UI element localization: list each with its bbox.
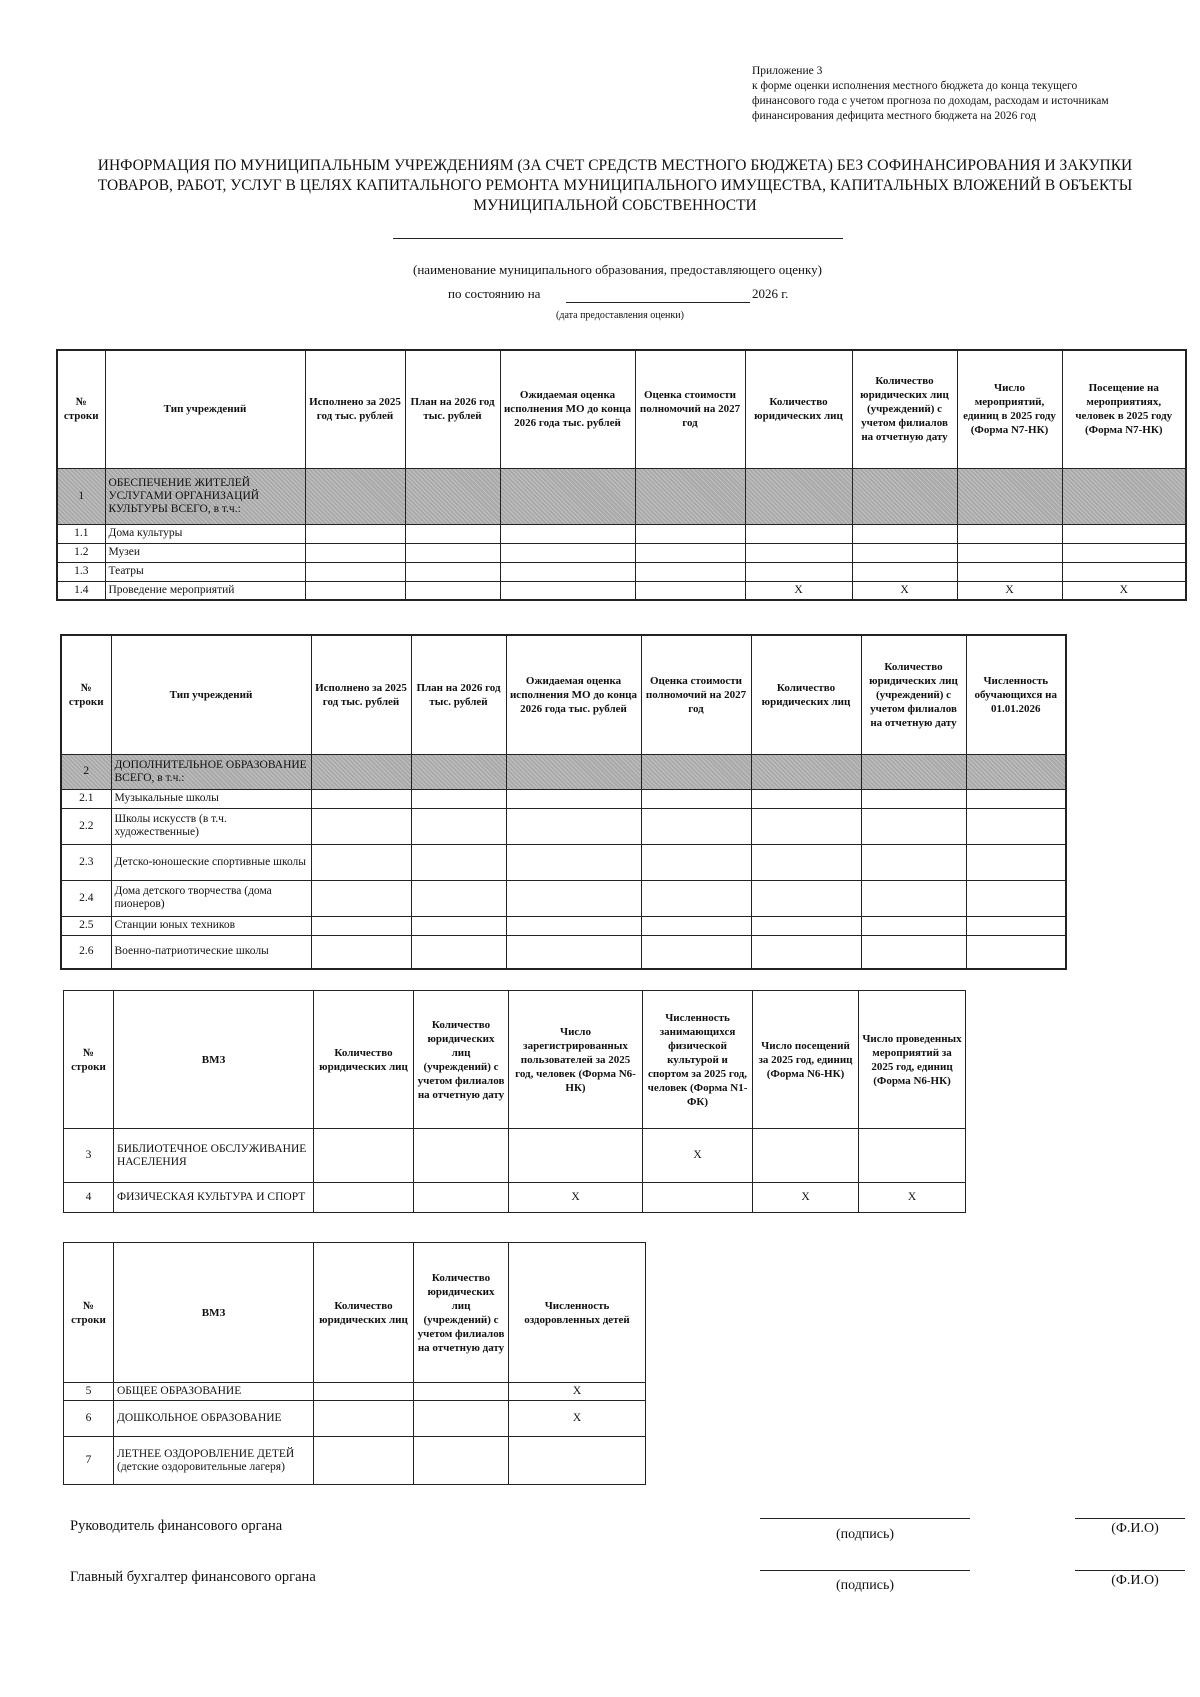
row-name: ФИЗИЧЕСКАЯ КУЛЬТУРА И СПОРТ <box>114 1183 314 1213</box>
data-cell[interactable] <box>641 808 751 844</box>
data-cell[interactable] <box>305 543 405 562</box>
data-cell[interactable] <box>314 1437 414 1485</box>
table-row <box>61 880 1066 916</box>
column-header: ВМЗ <box>114 991 314 1129</box>
table-header-row <box>64 991 966 1129</box>
data-cell[interactable] <box>311 935 411 969</box>
table-row <box>61 789 1066 808</box>
table-row-total <box>61 754 1066 789</box>
data-cell[interactable] <box>641 935 751 969</box>
date-blank[interactable] <box>566 288 750 303</box>
row-number: 2.3 <box>61 844 111 880</box>
data-cell[interactable] <box>745 468 852 524</box>
row-number: 2.1 <box>61 789 111 808</box>
data-cell[interactable] <box>643 1183 753 1213</box>
row-number: 6 <box>64 1401 114 1437</box>
as-of-suffix: 2026 г. <box>752 286 789 301</box>
data-cell[interactable] <box>751 935 861 969</box>
table-row <box>61 935 1066 969</box>
data-cell[interactable] <box>859 1129 966 1183</box>
x-mark: X <box>753 1183 859 1213</box>
data-cell[interactable] <box>966 935 1066 969</box>
x-mark: X <box>745 581 852 600</box>
data-cell[interactable] <box>311 789 411 808</box>
data-cell[interactable] <box>852 562 957 581</box>
data-cell[interactable] <box>314 1183 414 1213</box>
column-header: Численность обучающихся на 01.01.2026 <box>966 635 1066 754</box>
x-mark: X <box>643 1129 753 1183</box>
data-cell[interactable] <box>500 468 635 524</box>
row-number: 7 <box>64 1437 114 1485</box>
title-line: ИНФОРМАЦИЯ ПО МУНИЦИПАЛЬНЫМ УЧРЕЖДЕНИЯМ (ЗА СЧЕТ СРЕДСТВ МЕСТНОГО БЮДЖЕТА) БЕЗ СОФИНАНСИРОВАНИЯ И ЗАКУПКИ <box>97 157 1133 174</box>
data-cell[interactable] <box>852 543 957 562</box>
data-cell[interactable] <box>411 808 506 844</box>
data-cell[interactable] <box>957 524 1062 543</box>
data-cell[interactable] <box>509 1437 646 1485</box>
column-header: № строки <box>57 350 105 468</box>
data-cell[interactable] <box>1062 524 1186 543</box>
data-cell[interactable] <box>500 581 635 600</box>
title-line: ТОВАРОВ, РАБОТ, УСЛУГ В ЦЕЛЯХ КАПИТАЛЬНОГО РЕМОНТА МУНИЦИПАЛЬНОГО ИМУЩЕСТВА, КАПИТАЛЬНЫХ ВЛОЖЕНИЙ В ОБЪЕКТЫ <box>97 177 1133 194</box>
date-caption: (дата предоставления оценки) <box>556 310 684 321</box>
data-cell[interactable] <box>852 524 957 543</box>
data-cell[interactable] <box>311 844 411 880</box>
data-cell[interactable] <box>506 844 641 880</box>
appendix-line: к форме оценки исполнения местного бюджета до конца текущего <box>752 80 1078 92</box>
x-mark: X <box>1062 581 1186 600</box>
row-number: 4 <box>64 1183 114 1213</box>
row-name: Проведение мероприятий <box>105 581 305 600</box>
data-cell[interactable] <box>414 1129 509 1183</box>
municipality-caption: (наименование муниципального образования, предоставляющего оценку) <box>413 262 822 277</box>
data-cell[interactable] <box>411 844 506 880</box>
column-header: Количество юридических лиц (учреждений) с учетом филиалов на отчетную дату <box>861 635 966 754</box>
accountant-signature-caption: (подпись) <box>835 1578 895 1593</box>
additional-education-table <box>60 634 1067 970</box>
data-cell[interactable] <box>1062 562 1186 581</box>
title-line: МУНИЦИПАЛЬНОЙ СОБСТВЕННОСТИ <box>473 197 757 214</box>
data-cell[interactable] <box>957 543 1062 562</box>
data-cell[interactable] <box>635 524 745 543</box>
data-cell[interactable] <box>311 880 411 916</box>
head-signature-caption: (подпись) <box>835 1527 895 1542</box>
row-name: Станции юных техников <box>111 916 311 935</box>
row-number: 1.3 <box>57 562 105 581</box>
data-cell[interactable] <box>414 1383 509 1401</box>
data-cell[interactable] <box>966 789 1066 808</box>
data-cell[interactable] <box>635 581 745 600</box>
row-number: 1 <box>57 468 105 524</box>
data-cell[interactable] <box>641 844 751 880</box>
data-cell[interactable] <box>751 754 861 789</box>
data-cell[interactable] <box>405 524 500 543</box>
data-cell[interactable] <box>411 789 506 808</box>
row-number: 1.4 <box>57 581 105 600</box>
data-cell[interactable] <box>635 543 745 562</box>
column-header: Посещение на мероприятиях, человек в 2025 году (Форма N7-НК) <box>1062 350 1186 468</box>
row-number: 2 <box>61 754 111 789</box>
column-header: № строки <box>61 635 111 754</box>
data-cell[interactable] <box>1062 543 1186 562</box>
accountant-signature-label: Главный бухгалтер финансового органа <box>70 1569 316 1585</box>
appendix-line: Приложение 3 <box>752 65 823 77</box>
data-cell[interactable] <box>500 524 635 543</box>
data-cell[interactable] <box>411 916 506 935</box>
head-signature-line[interactable] <box>760 1518 970 1519</box>
data-cell[interactable] <box>751 808 861 844</box>
data-cell[interactable] <box>305 524 405 543</box>
column-header: Количество юридических лиц (учреждений) с учетом филиалов на отчетную дату <box>852 350 957 468</box>
x-mark: X <box>509 1183 643 1213</box>
column-header: № строки <box>64 991 114 1129</box>
data-cell[interactable] <box>957 468 1062 524</box>
row-number: 1.2 <box>57 543 105 562</box>
row-number: 2.6 <box>61 935 111 969</box>
column-header: Оценка стоимости полномочий на 2027 год <box>635 350 745 468</box>
column-header: Количество юридических лиц (учреждений) с учетом филиалов на отчетную дату <box>414 991 509 1129</box>
column-header: Оценка стоимости полномочий на 2027 год <box>641 635 751 754</box>
row-name: Музыкальные школы <box>111 789 311 808</box>
data-cell[interactable] <box>414 1183 509 1213</box>
data-cell[interactable] <box>506 808 641 844</box>
data-cell[interactable] <box>305 581 405 600</box>
data-cell[interactable] <box>966 754 1066 789</box>
table-row <box>64 1183 966 1213</box>
data-cell[interactable] <box>506 754 641 789</box>
column-header: Количество юридических лиц <box>751 635 861 754</box>
table-row <box>57 524 1186 543</box>
column-header: План на 2026 год тыс. рублей <box>405 350 500 468</box>
row-number: 2.5 <box>61 916 111 935</box>
data-cell[interactable] <box>405 468 500 524</box>
table-row <box>64 1383 646 1401</box>
column-header: Численность оздоровленных детей <box>509 1243 646 1383</box>
column-header: План на 2026 год тыс. рублей <box>411 635 506 754</box>
document-title <box>60 156 1170 216</box>
data-cell[interactable] <box>509 1129 643 1183</box>
row-number: 2.2 <box>61 808 111 844</box>
data-cell[interactable] <box>966 880 1066 916</box>
row-number: 1.1 <box>57 524 105 543</box>
column-header: Тип учреждений <box>105 350 305 468</box>
row-name: ДОШКОЛЬНОЕ ОБРАЗОВАНИЕ <box>114 1401 314 1437</box>
column-header: Число мероприятий, единиц в 2025 году (Форма N7-НК) <box>957 350 1062 468</box>
library-sport-table <box>63 990 966 1213</box>
data-cell[interactable] <box>751 880 861 916</box>
table-row-total <box>57 468 1186 524</box>
row-name: Военно-патриотические школы <box>111 935 311 969</box>
data-cell[interactable] <box>506 935 641 969</box>
table-row <box>57 581 1186 600</box>
culture-institutions-table <box>56 349 1187 601</box>
column-header: Численность занимающихся физической культурой и спортом за 2025 год, человек (Форма N1-ФК) <box>643 991 753 1129</box>
table-header-row <box>61 635 1066 754</box>
accountant-name-line[interactable] <box>1075 1570 1185 1571</box>
column-header: Исполнено за 2025 год тыс. рублей <box>305 350 405 468</box>
row-name: Музеи <box>105 543 305 562</box>
head-name-line[interactable] <box>1075 1518 1185 1519</box>
head-name-caption: (Ф.И.О) <box>1111 1521 1159 1536</box>
column-header: Число зарегистрированных пользователей за 2025 год, человек (Форма N6-НК) <box>509 991 643 1129</box>
data-cell[interactable] <box>411 754 506 789</box>
data-cell[interactable] <box>745 562 852 581</box>
as-of-prefix: по состоянию на <box>448 286 541 301</box>
accountant-name-caption: (Ф.И.О) <box>1111 1573 1159 1588</box>
column-header: Количество юридических лиц (учреждений) с учетом филиалов на отчетную дату <box>414 1243 509 1383</box>
data-cell[interactable] <box>305 562 405 581</box>
table-row <box>61 808 1066 844</box>
table-row <box>57 543 1186 562</box>
column-header: Количество юридических лиц <box>314 991 414 1129</box>
accountant-signature-line[interactable] <box>760 1570 970 1571</box>
x-mark: X <box>852 581 957 600</box>
column-header: № строки <box>64 1243 114 1383</box>
column-header: Ожидаемая оценка исполнения МО до конца 2026 года тыс. рублей <box>500 350 635 468</box>
appendix-note <box>752 64 1192 124</box>
row-number: 3 <box>64 1129 114 1183</box>
health-improvement-table <box>63 1242 646 1485</box>
data-cell[interactable] <box>500 562 635 581</box>
column-header: Ожидаемая оценка исполнения МО до конца 2026 года тыс. рублей <box>506 635 641 754</box>
row-name: Детско-юношеские спортивные школы <box>111 844 311 880</box>
data-cell[interactable] <box>966 808 1066 844</box>
data-cell[interactable] <box>957 562 1062 581</box>
column-header: Число посещений за 2025 год, единиц (Форма N6-НК) <box>753 991 859 1129</box>
data-cell[interactable] <box>405 581 500 600</box>
data-cell[interactable] <box>506 916 641 935</box>
data-cell[interactable] <box>861 808 966 844</box>
table-row <box>64 1129 966 1183</box>
data-cell[interactable] <box>305 468 405 524</box>
row-name: ОБЩЕЕ ОБРАЗОВАНИЕ <box>114 1383 314 1401</box>
row-name: ДОПОЛНИТЕЛЬНОЕ ОБРАЗОВАНИЕ ВСЕГО, в т.ч.: <box>111 754 311 789</box>
data-cell[interactable] <box>861 880 966 916</box>
appendix-line: финансирования дефицита местного бюджета на 2026 год <box>752 110 1037 122</box>
data-cell[interactable] <box>314 1129 414 1183</box>
data-cell[interactable] <box>641 916 751 935</box>
data-cell[interactable] <box>311 808 411 844</box>
table-row <box>64 1401 646 1437</box>
data-cell[interactable] <box>405 543 500 562</box>
data-cell[interactable] <box>751 789 861 808</box>
appendix-line: финансового года с учетом прогноза по доходам, расходам и источникам <box>752 95 1109 107</box>
data-cell[interactable] <box>966 916 1066 935</box>
row-number: 5 <box>64 1383 114 1401</box>
data-cell[interactable] <box>411 935 506 969</box>
column-header: Количество юридических лиц <box>314 1243 414 1383</box>
data-cell[interactable] <box>414 1401 509 1437</box>
head-signature-label: Руководитель финансового органа <box>70 1518 283 1534</box>
data-cell[interactable] <box>635 562 745 581</box>
data-cell[interactable] <box>314 1383 414 1401</box>
data-cell[interactable] <box>745 543 852 562</box>
data-cell[interactable] <box>314 1401 414 1437</box>
data-cell[interactable] <box>1062 468 1186 524</box>
municipality-name-blank[interactable] <box>393 238 843 239</box>
data-cell[interactable] <box>745 524 852 543</box>
data-cell[interactable] <box>506 789 641 808</box>
data-cell[interactable] <box>966 844 1066 880</box>
column-header: Тип учреждений <box>111 635 311 754</box>
data-cell[interactable] <box>635 468 745 524</box>
data-cell[interactable] <box>311 754 411 789</box>
row-name: ЛЕТНЕЕ ОЗДОРОВЛЕНИЕ ДЕТЕЙ (детские оздоровительные лагеря) <box>114 1437 314 1485</box>
data-cell[interactable] <box>861 916 966 935</box>
row-name: ОБЕСПЕЧЕНИЕ ЖИТЕЛЕЙ УСЛУГАМИ ОРГАНИЗАЦИЙ КУЛЬТУРЫ ВСЕГО, в т.ч.: <box>105 468 305 524</box>
data-cell[interactable] <box>311 916 411 935</box>
column-header: Число проведенных мероприятий за 2025 год, единиц (Форма N6-НК) <box>859 991 966 1129</box>
data-cell[interactable] <box>861 789 966 808</box>
table-row <box>64 1437 646 1485</box>
data-cell[interactable] <box>641 754 751 789</box>
data-cell[interactable] <box>861 754 966 789</box>
data-cell[interactable] <box>753 1129 859 1183</box>
table-row <box>61 844 1066 880</box>
data-cell[interactable] <box>411 880 506 916</box>
table-row <box>57 562 1186 581</box>
data-cell[interactable] <box>414 1437 509 1485</box>
data-cell[interactable] <box>751 916 861 935</box>
table-row <box>61 916 1066 935</box>
row-name: Дома культуры <box>105 524 305 543</box>
data-cell[interactable] <box>861 844 966 880</box>
x-mark: X <box>859 1183 966 1213</box>
row-name: Школы искусств (в т.ч. художественные) <box>111 808 311 844</box>
row-name: Театры <box>105 562 305 581</box>
data-cell[interactable] <box>861 935 966 969</box>
table-header-row <box>64 1243 646 1383</box>
data-cell[interactable] <box>641 789 751 808</box>
data-cell[interactable] <box>751 844 861 880</box>
data-cell[interactable] <box>641 880 751 916</box>
column-header: Количество юридических лиц <box>745 350 852 468</box>
column-header: Исполнено за 2025 год тыс. рублей <box>311 635 411 754</box>
data-cell[interactable] <box>852 468 957 524</box>
row-name: Дома детского творчества (дома пионеров) <box>111 880 311 916</box>
data-cell[interactable] <box>506 880 641 916</box>
column-header: ВМЗ <box>114 1243 314 1383</box>
row-name: БИБЛИОТЕЧНОЕ ОБСЛУЖИВАНИЕ НАСЕЛЕНИЯ <box>114 1129 314 1183</box>
x-mark: X <box>509 1401 646 1437</box>
x-mark: X <box>509 1383 646 1401</box>
data-cell[interactable] <box>405 562 500 581</box>
row-number: 2.4 <box>61 880 111 916</box>
table-header-row <box>57 350 1186 468</box>
data-cell[interactable] <box>500 543 635 562</box>
x-mark: X <box>957 581 1062 600</box>
